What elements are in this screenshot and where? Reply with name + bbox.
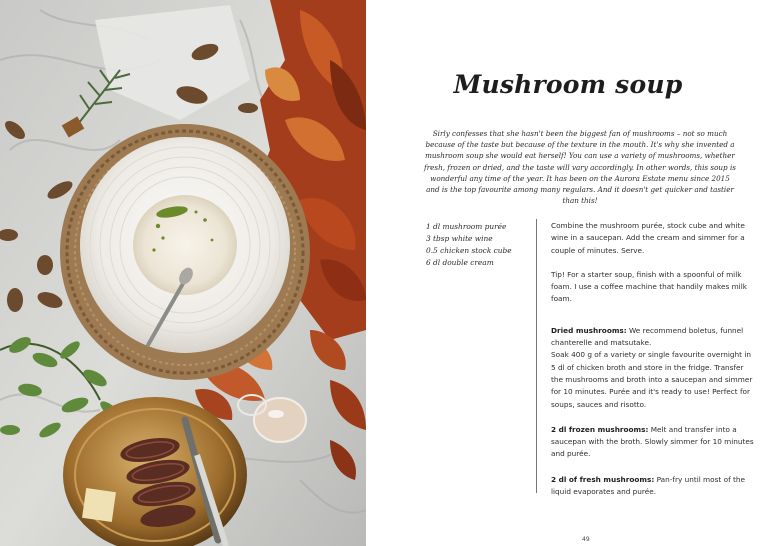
frozen-mushrooms-label: 2 dl frozen mushrooms: [551,424,649,434]
frozen-mushrooms-text: Melt and transfer into a saucepan with the broth. Slowly simmer for 10 minutes and purée. [551,424,754,459]
column-divider [536,219,537,493]
dried-mushrooms-instructions: Soak 400 g of a variety or single favourite overnight in 5 dl of chicken broth and store in the fridge. Transfer the mushrooms and broth into a saucepan and simmer for 10 minutes. Purée and it's ready to use! Perfect for soups, sauces and risotto. [551,350,753,409]
ingredient-item: 0.5 chicken stock cube [426,246,512,255]
butter-block [82,488,116,522]
food-photo-illustration [0,0,366,546]
food-photo [0,0,366,546]
dried-mushrooms-text: We recommend boletus, funnel chanterelle and matsutake. [551,325,744,348]
recipe-intro: Sirly confesses that she hasn't been the biggest fan of mushrooms – not so much because of the taste but because of the texture in the mouth. It's why she invented a mushroom soup she would eat herself! You can use a variety of mushrooms, whether fresh, frozen or dried, and the taste will vary accordingly. In other words, this soup is wonderful any time of the year. It has been on the Aurora Estate menu since 2015 and is the top favourite among many regulars. And it doesn't get quicker and tastier than this! [424,129,736,206]
recipe-page [366,0,770,546]
fresh-mushrooms-text: Pan-fry until most of the liquid evaporates and purée. [551,474,745,497]
method-text: Combine the mushroom purée, stock cube and white wine in a saucepan. Add the cream and simmer for a couple of minutes. Serve. [551,221,745,255]
fresh-mushrooms-label: 2 dl of fresh mushrooms: [551,474,655,484]
dried-mushrooms-note [551,325,756,350]
fresh-mushrooms-note [551,474,756,499]
dried-mushrooms-label: Dried mushrooms: [551,325,627,335]
tip-text: Tip! For a starter soup, finish with a spoonful of milk foam. I use a coffee machine that handily makes milk foam. [551,269,747,304]
ingredient-item: 6 dl double cream [426,258,494,267]
page-number: 49 [582,536,590,543]
method-column [551,220,756,498]
recipe-title: Mushroom soup [453,70,683,99]
frozen-mushrooms-note [551,424,756,461]
ingredient-item: 1 dl mushroom purée [426,222,507,231]
ingredient-list [426,221,536,269]
ingredient-item: 3 tbsp white wine [426,234,493,243]
